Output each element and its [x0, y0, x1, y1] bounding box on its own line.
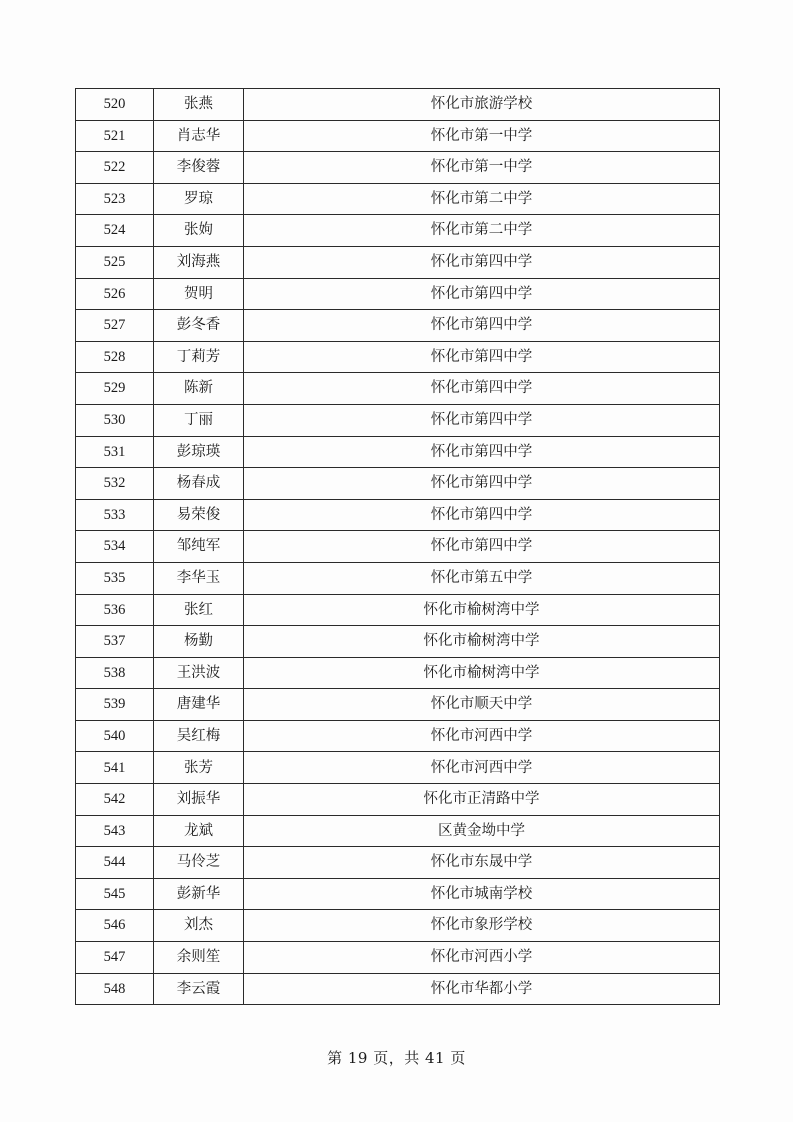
row-number-cell: 528 — [76, 341, 154, 373]
table-row — [76, 120, 720, 152]
table-row — [76, 720, 720, 752]
school-name-cell: 怀化市正清路中学 — [244, 784, 720, 816]
person-name-cell: 李华玉 — [154, 562, 244, 594]
row-number-cell: 524 — [76, 215, 154, 247]
person-name-cell: 唐建华 — [154, 689, 244, 721]
table-row — [76, 878, 720, 910]
row-number-cell: 538 — [76, 657, 154, 689]
table-row — [76, 910, 720, 942]
person-name-cell: 邹纯军 — [154, 531, 244, 563]
row-number-cell: 534 — [76, 531, 154, 563]
school-name-cell: 怀化市第四中学 — [244, 468, 720, 500]
table-row — [76, 89, 720, 121]
row-number-cell: 530 — [76, 404, 154, 436]
person-name-cell: 肖志华 — [154, 120, 244, 152]
table-row — [76, 152, 720, 184]
table-row — [76, 942, 720, 974]
row-number-cell: 542 — [76, 784, 154, 816]
person-name-cell: 丁莉芳 — [154, 341, 244, 373]
table-row — [76, 562, 720, 594]
table-row — [76, 847, 720, 879]
table-row — [76, 531, 720, 563]
school-name-cell: 怀化市旅游学校 — [244, 89, 720, 121]
row-number-cell: 545 — [76, 878, 154, 910]
roster-table-wrapper — [75, 88, 720, 1005]
row-number-cell: 529 — [76, 373, 154, 405]
row-number-cell: 531 — [76, 436, 154, 468]
table-row — [76, 404, 720, 436]
school-name-cell: 怀化市第五中学 — [244, 562, 720, 594]
person-name-cell: 杨勤 — [154, 626, 244, 658]
table-row — [76, 341, 720, 373]
table-row — [76, 246, 720, 278]
school-name-cell: 怀化市榆树湾中学 — [244, 594, 720, 626]
row-number-cell: 535 — [76, 562, 154, 594]
person-name-cell: 王洪波 — [154, 657, 244, 689]
table-row — [76, 815, 720, 847]
row-number-cell: 533 — [76, 499, 154, 531]
table-row — [76, 784, 720, 816]
person-name-cell: 彭冬香 — [154, 310, 244, 342]
school-name-cell: 怀化市第四中学 — [244, 341, 720, 373]
row-number-cell: 537 — [76, 626, 154, 658]
school-name-cell: 怀化市河西小学 — [244, 942, 720, 974]
row-number-cell: 541 — [76, 752, 154, 784]
table-row — [76, 373, 720, 405]
school-name-cell: 怀化市象形学校 — [244, 910, 720, 942]
school-name-cell: 怀化市榆树湾中学 — [244, 657, 720, 689]
person-name-cell: 刘海燕 — [154, 246, 244, 278]
person-name-cell: 张姁 — [154, 215, 244, 247]
school-name-cell: 怀化市第二中学 — [244, 183, 720, 215]
table-row — [76, 752, 720, 784]
school-name-cell: 怀化市第四中学 — [244, 278, 720, 310]
person-name-cell: 余则笙 — [154, 942, 244, 974]
school-name-cell: 怀化市河西中学 — [244, 752, 720, 784]
person-name-cell: 张芳 — [154, 752, 244, 784]
row-number-cell: 520 — [76, 89, 154, 121]
person-name-cell: 易荣俊 — [154, 499, 244, 531]
row-number-cell: 532 — [76, 468, 154, 500]
page-number-footer: 第 19 页，共 41 页 — [327, 1049, 466, 1067]
person-name-cell: 龙斌 — [154, 815, 244, 847]
row-number-cell: 544 — [76, 847, 154, 879]
row-number-cell: 522 — [76, 152, 154, 184]
row-number-cell: 526 — [76, 278, 154, 310]
row-number-cell: 543 — [76, 815, 154, 847]
row-number-cell: 527 — [76, 310, 154, 342]
row-number-cell: 521 — [76, 120, 154, 152]
row-number-cell: 525 — [76, 246, 154, 278]
table-row — [76, 310, 720, 342]
row-number-cell: 546 — [76, 910, 154, 942]
person-name-cell: 杨春成 — [154, 468, 244, 500]
person-name-cell: 刘振华 — [154, 784, 244, 816]
table-row — [76, 468, 720, 500]
person-name-cell: 马伶芝 — [154, 847, 244, 879]
roster-table-body — [76, 89, 720, 1005]
person-name-cell: 吴红梅 — [154, 720, 244, 752]
person-name-cell: 贺明 — [154, 278, 244, 310]
school-name-cell: 怀化市第四中学 — [244, 404, 720, 436]
row-number-cell: 539 — [76, 689, 154, 721]
person-name-cell: 刘杰 — [154, 910, 244, 942]
table-row — [76, 436, 720, 468]
row-number-cell: 547 — [76, 942, 154, 974]
person-name-cell: 罗琼 — [154, 183, 244, 215]
table-row — [76, 278, 720, 310]
row-number-cell: 523 — [76, 183, 154, 215]
person-name-cell: 陈新 — [154, 373, 244, 405]
person-name-cell: 李俊蓉 — [154, 152, 244, 184]
row-number-cell: 548 — [76, 973, 154, 1005]
school-name-cell: 怀化市榆树湾中学 — [244, 626, 720, 658]
school-name-cell: 怀化市顺天中学 — [244, 689, 720, 721]
school-name-cell: 怀化市东晟中学 — [244, 847, 720, 879]
person-name-cell: 彭琼瑛 — [154, 436, 244, 468]
table-row — [76, 594, 720, 626]
school-name-cell: 怀化市第四中学 — [244, 373, 720, 405]
school-name-cell: 区黄金坳中学 — [244, 815, 720, 847]
row-number-cell: 536 — [76, 594, 154, 626]
person-name-cell: 丁丽 — [154, 404, 244, 436]
person-name-cell: 李云霞 — [154, 973, 244, 1005]
table-row — [76, 499, 720, 531]
school-name-cell: 怀化市河西中学 — [244, 720, 720, 752]
school-name-cell: 怀化市第四中学 — [244, 531, 720, 563]
table-row — [76, 657, 720, 689]
school-name-cell: 怀化市第一中学 — [244, 152, 720, 184]
school-name-cell: 怀化市第一中学 — [244, 120, 720, 152]
school-name-cell: 怀化市第四中学 — [244, 436, 720, 468]
person-name-cell: 彭新华 — [154, 878, 244, 910]
school-name-cell: 怀化市第四中学 — [244, 310, 720, 342]
person-name-cell: 张燕 — [154, 89, 244, 121]
table-row — [76, 215, 720, 247]
table-row — [76, 183, 720, 215]
person-name-cell: 张红 — [154, 594, 244, 626]
table-row — [76, 626, 720, 658]
school-name-cell: 怀化市城南学校 — [244, 878, 720, 910]
table-row — [76, 689, 720, 721]
school-name-cell: 怀化市第四中学 — [244, 246, 720, 278]
roster-table — [75, 88, 720, 1005]
row-number-cell: 540 — [76, 720, 154, 752]
school-name-cell: 怀化市第四中学 — [244, 499, 720, 531]
school-name-cell: 怀化市华都小学 — [244, 973, 720, 1005]
school-name-cell: 怀化市第二中学 — [244, 215, 720, 247]
table-row — [76, 973, 720, 1005]
